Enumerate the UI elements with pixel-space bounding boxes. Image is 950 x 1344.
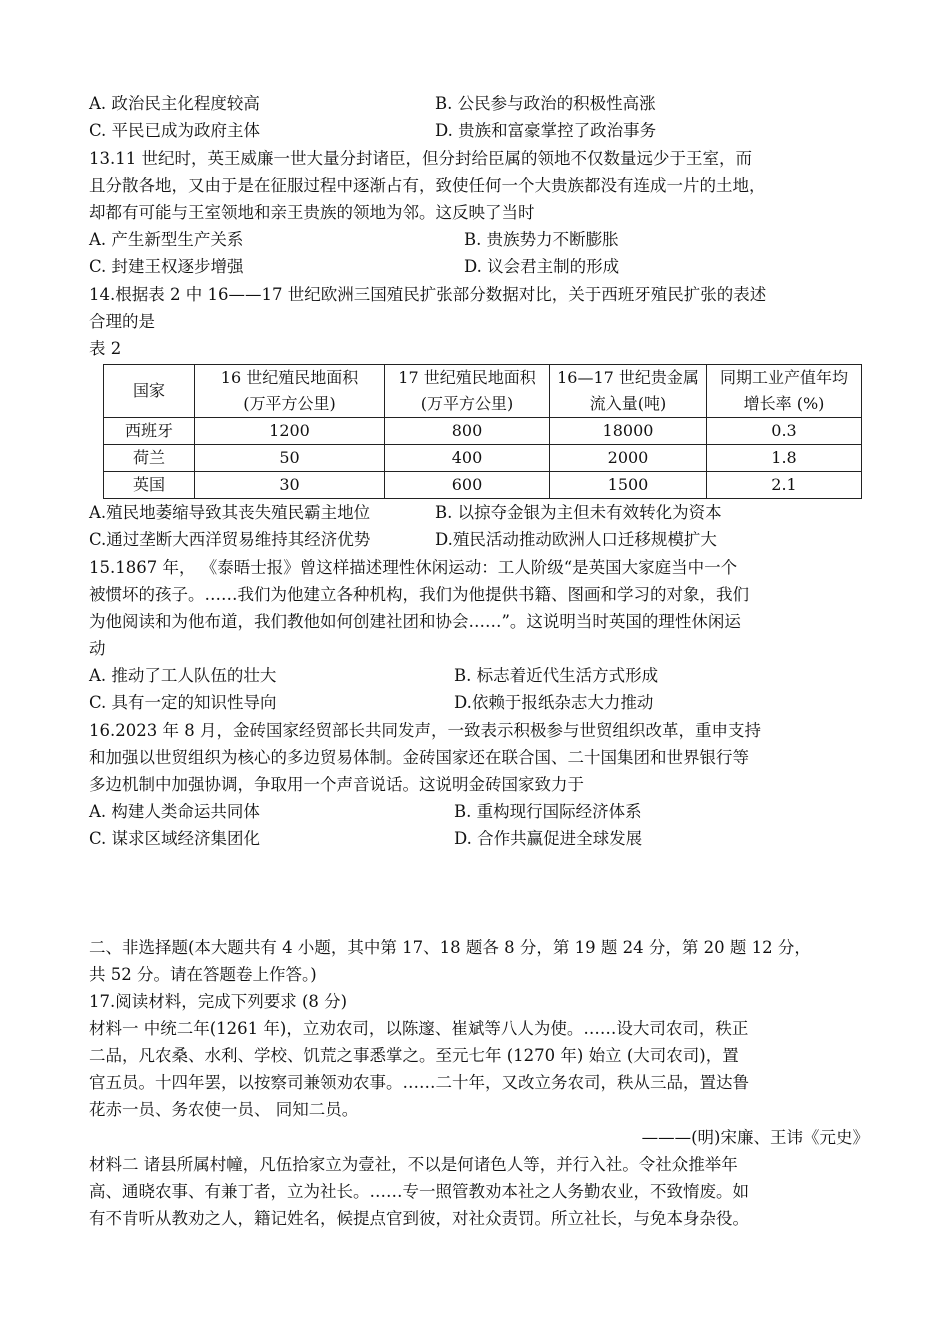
table-cell: 600 [385, 472, 550, 499]
table-caption: 表 2 [89, 339, 122, 358]
q14-line: 合理的是 [89, 312, 155, 331]
q15-option-a: A. 推动了工人队伍的壮大 [89, 666, 277, 685]
table-cell: 西班牙 [104, 418, 195, 445]
table-cell: 50 [195, 445, 385, 472]
q16-option-c: C. 谋求区域经济集团化 [89, 829, 261, 848]
table-cell: 0.3 [707, 418, 862, 445]
header-cell: 16—17 世纪贵金属 流入量(吨) [550, 365, 707, 418]
q14-line: 14.根据表 2 中 16——17 世纪欧洲三国殖民扩张部分数据对比，关于西班牙殖民扩张的表述 [89, 285, 767, 304]
q16-line: 16.2023 年 8 月，金砖国家经贸部长共同发声，一致表示积极参与世贸组织改革，重申支持 [89, 721, 761, 740]
material-line: 花赤一员、务农使一员、 同知二员。 [89, 1100, 359, 1119]
table-cell: 18000 [550, 418, 707, 445]
table-cell: 2.1 [707, 472, 862, 499]
q15-option-c: C. 具有一定的知识性导向 [89, 693, 277, 712]
q12-option-d: D. 贵族和富豪掌控了政治事务 [435, 121, 657, 140]
material-line: 材料二 诸县所属村幢，凡伍拾家立为壹社，不以是何诸色人等，并行入社。令社众推举年 [89, 1155, 738, 1174]
header-cell: 国家 [104, 365, 195, 418]
q14-option-b: B. 以掠夺金银为主但未有效转化为资本 [435, 503, 722, 522]
q15-line: 动 [89, 639, 106, 658]
q14-option-d: D.殖民活动推动欧洲人口迁移规模扩大 [435, 530, 717, 549]
material-line: 高、通晓农事、有兼丁者，立为社长。……专一照管教劝本社之人务勤农业，不致惰废。如 [89, 1182, 749, 1201]
q16-option-d: D. 合作共赢促进全球发展 [454, 829, 643, 848]
q12-option-a: A. 政治民主化程度较高 [89, 94, 260, 113]
table-cell: 1.8 [707, 445, 862, 472]
material-source: ———(明)宋廉、王讳《元史》 [641, 1128, 869, 1147]
q16-option-a: A. 构建人类命运共同体 [89, 802, 260, 821]
table-cell: 1500 [550, 472, 707, 499]
table-row [104, 418, 862, 445]
q12-option-b: B. 公民参与政治的积极性高涨 [435, 94, 656, 113]
q16-line: 多边机制中加强协调，争取用一个声音说话。这说明金砖国家致力于 [89, 775, 584, 794]
material-line: 官五员。十四年罢，以按察司兼领劝农事。……二十年，又改立务农司，秩从三品，置达鲁 [89, 1073, 749, 1092]
q13-line: 却都有可能与王室领地和亲王贵族的领地为邻。这反映了当时 [89, 203, 535, 222]
section-heading: 二、非选择题(本大题共有 4 小题，其中第 17、18 题各 8 分，第 19 题 24 分，第 20 题 12 分， [89, 938, 811, 957]
q13-option-b: B. 贵族势力不断膨胀 [464, 230, 619, 249]
q15-option-d: D.依赖于报纸杂志大力推动 [454, 693, 654, 712]
table-cell: 1200 [195, 418, 385, 445]
material-line: 材料一 中统二年(1261 年)，立劝农司，以陈邃、崔斌等八人为使。……设大司农司，秩正 [89, 1019, 749, 1038]
section-heading: 共 52 分。请在答题卷上作答。) [89, 965, 317, 984]
header-cell: 同期工业产值年均 增长率 (%) [707, 365, 862, 418]
table-cell: 荷兰 [104, 445, 195, 472]
table-row [104, 472, 862, 499]
table-cell: 英国 [104, 472, 195, 499]
material-line: 有不肯听从教劝之人，籍记姓名，候提点官到彼，对社众责罚。所立社长，与免本身杂役。 [89, 1209, 749, 1228]
q13-option-a: A. 产生新型生产关系 [89, 230, 244, 249]
q15-option-b: B. 标志着近代生活方式形成 [454, 666, 659, 685]
table-cell: 30 [195, 472, 385, 499]
q14-option-c: C.通过垄断大西洋贸易维持其经济优势 [89, 530, 371, 549]
q15-line: 被惯坏的孩子。……我们为他建立各种机构，我们为他提供书籍、图画和学习的对象，我们 [89, 585, 749, 604]
q12-option-c: C. 平民已成为政府主体 [89, 121, 261, 140]
q14-option-a: A.殖民地萎缩导致其丧失殖民霸主地位 [89, 503, 371, 522]
header-cell: 17 世纪殖民地面积 (万平方公里) [385, 365, 550, 418]
q15-line: 15.1867 年， 《泰晤士报》曾这样描述理性休闲运动：工人阶级“是英国大家庭当中一个 [89, 558, 738, 577]
colonial-data-table [103, 364, 862, 499]
header-cell: 16 世纪殖民地面积 (万平方公里) [195, 365, 385, 418]
material-line: 二品，凡农桑、水利、学校、饥荒之事悉掌之。至元七年 (1270 年) 始立 (大司农司)，置 [89, 1046, 739, 1065]
q17-title: 17.阅读材料，完成下列要求 (8 分) [89, 992, 348, 1011]
table-header-row [104, 365, 862, 418]
q13-line: 且分散各地，又由于是在征服过程中逐渐占有，致使任何一个大贵族都没有连成一片的土地， [89, 176, 766, 195]
q13-option-d: D. 议会君主制的形成 [464, 257, 620, 276]
q13-option-c: C. 封建王权逐步增强 [89, 257, 244, 276]
table-cell: 2000 [550, 445, 707, 472]
q16-option-b: B. 重构现行国际经济体系 [454, 802, 642, 821]
q13-line: 13.11 世纪时，英王威廉一世大量分封诸臣，但分封给臣属的领地不仅数量远少于王室，而 [89, 149, 752, 168]
q16-line: 和加强以世贸组织为核心的多边贸易体制。金砖国家还在联合国、二十国集团和世界银行等 [89, 748, 749, 767]
table-cell: 400 [385, 445, 550, 472]
table-cell: 800 [385, 418, 550, 445]
table-row [104, 445, 862, 472]
q15-line: 为他阅读和为他布道，我们教他如何创建社团和协会……”。这说明当时英国的理性休闲运 [89, 612, 741, 631]
